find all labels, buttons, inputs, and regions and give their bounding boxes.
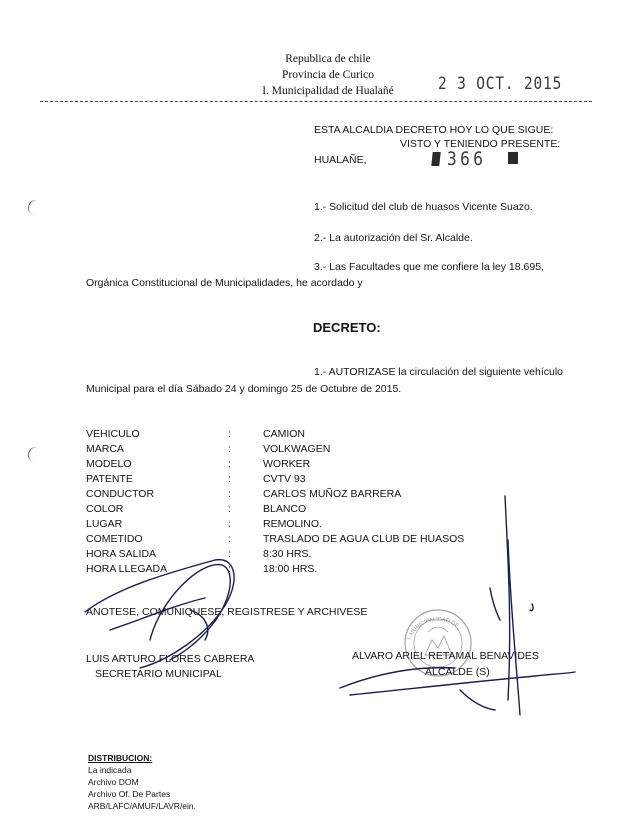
consideration-2: 2.- La autorización del Sr. Alcalde.	[314, 232, 473, 244]
detail-label: MODELO	[86, 458, 132, 470]
place-label: HUALAÑE,	[314, 154, 367, 166]
detail-value: VOLKWAGEN	[263, 443, 331, 455]
detail-value: 18:00 HRS.	[263, 563, 318, 575]
detail-value: BLANCO	[263, 503, 307, 515]
distribution-item: La indicada	[88, 765, 132, 775]
decree-line1: 1.- AUTORIZASE la circulación del siguiente vehículo	[314, 366, 564, 378]
closing-formula: ANOTESE, COMUNIQUESE, REGISTRESE Y ARCHIVESE	[86, 606, 368, 618]
detail-value: 8:30 HRS.	[263, 548, 312, 560]
detail-colon: :	[228, 488, 231, 500]
secretary-title: SECRETARIO MUNICIPAL	[95, 668, 222, 680]
detail-colon: :	[228, 473, 231, 485]
detail-colon: :	[228, 563, 231, 575]
detail-label: COLOR	[86, 503, 124, 515]
header-province: Provincia de Curico	[282, 69, 374, 81]
detail-value: TRASLADO DE AGUA CLUB DE HUASOS	[263, 533, 465, 545]
detail-value: WORKER	[263, 458, 311, 470]
distribution-item: ARB/LAFC/AMUF/LAVR/ein.	[88, 801, 197, 811]
consideration-3-cont: Orgánica Constitucional de Municipalidades, he acordado y	[86, 277, 363, 289]
decree-line2: Municipal para el día Sábado 24 y domingo 25 de Octubre de 2015.	[86, 383, 402, 395]
detail-label: HORA LLEGADA	[86, 563, 168, 575]
header-country: Republica de chile	[285, 53, 371, 65]
detail-label: MARCA	[86, 443, 124, 455]
detail-value: CARLOS MUÑOZ BARRERA	[263, 488, 402, 500]
decree-number-stamp: 366	[447, 148, 487, 170]
header-municipality: I. Municipalidad de Hualañé	[262, 85, 394, 97]
consideration-3: 3.- Las Facultades que me confiere la ley 18.695,	[314, 261, 544, 273]
detail-colon: :	[228, 548, 231, 560]
detail-colon: :	[228, 443, 231, 455]
intro-line2: VISTO Y TENIENDO PRESENTE:	[400, 138, 561, 150]
detail-colon: :	[228, 533, 231, 545]
consideration-1: 1.- Solicitud del club de huasos Vicente Suazo.	[314, 201, 533, 213]
detail-value: CVTV 93	[263, 473, 306, 485]
detail-colon: :	[228, 503, 231, 515]
intro-line1: ESTA ALCALDIA DECRETO HOY LO QUE SIGUE:	[314, 124, 554, 136]
detail-value: REMOLINO.	[263, 518, 322, 530]
detail-colon: :	[228, 428, 231, 440]
date-stamp: 2 3 OCT. 2015	[438, 74, 563, 94]
detail-label: PATENTE	[86, 473, 133, 485]
detail-label: COMETIDO	[86, 533, 143, 545]
decree-heading: DECRETO:	[313, 320, 381, 335]
mayor-title: ALCALDE (S)	[425, 666, 490, 678]
detail-label: CONDUCTOR	[86, 488, 155, 500]
detail-label: VEHICULO	[86, 428, 140, 440]
distribution-item: Archivo Of. De Partes	[88, 789, 171, 799]
secretary-name: LUIS ARTURO FLORES CABRERA	[86, 653, 255, 665]
mayor-name: ALVARO ARIEL RETAMAL BENAVIDES	[352, 650, 539, 662]
detail-value: CAMION	[263, 428, 305, 440]
distribution-title: DISTRIBUCION:	[88, 753, 153, 763]
detail-colon: :	[228, 518, 231, 530]
detail-label: LUGAR	[86, 518, 123, 530]
seal-text: I. MUNICIPALIDAD DE	[406, 616, 460, 641]
detail-colon: :	[228, 458, 231, 470]
distribution-item: Archivo DOM	[88, 777, 139, 787]
detail-label: HORA SALIDA	[86, 548, 157, 560]
